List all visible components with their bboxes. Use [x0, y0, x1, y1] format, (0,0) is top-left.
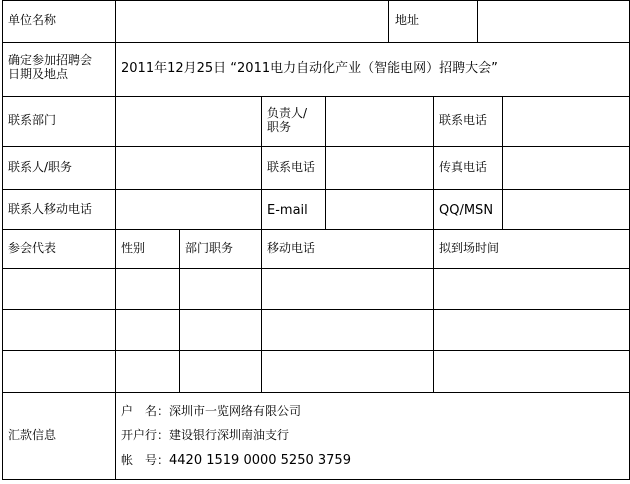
arrival-time-header: 拟到场时间	[439, 241, 500, 255]
bank-value: 建设银行深圳南油支行	[169, 428, 290, 442]
unit-name-label: 单位名称	[8, 13, 57, 27]
column-divider	[325, 96, 326, 230]
row-divider	[2, 146, 630, 147]
qq-msn-label: QQ/MSN	[439, 203, 494, 218]
row-divider	[2, 96, 630, 97]
row-divider	[2, 309, 630, 310]
remittance-label: 汇款信息	[8, 428, 57, 442]
row-divider	[2, 42, 630, 43]
column-divider	[388, 0, 389, 43]
column-divider	[477, 0, 478, 43]
bank-row	[121, 428, 289, 442]
address-label: 地址	[395, 13, 420, 27]
contact-person-label: 联系人/职务	[8, 160, 73, 174]
column-divider	[115, 0, 116, 480]
account-number-row	[121, 453, 351, 468]
account-number-label: 帐 号：	[121, 453, 170, 467]
bank-label: 开户行：	[121, 428, 170, 442]
dept-position-header: 部门职务	[185, 241, 234, 255]
row-divider	[2, 268, 630, 269]
row-divider	[2, 350, 630, 351]
account-name-value: 深圳市一览网络有限公司	[169, 404, 302, 418]
fax-label: 传真电话	[439, 160, 488, 174]
confirm-date-label-line2: 日期及地点	[8, 67, 69, 81]
event-info-text: 2011年12月25日 “2011电力自动化产业（智能电网）招聘大会”	[121, 61, 498, 76]
table-border-top	[2, 0, 630, 1]
table-border-bottom	[2, 479, 630, 480]
account-name-label: 户 名：	[121, 404, 170, 418]
row-divider	[2, 189, 630, 190]
column-divider	[261, 96, 262, 393]
contact-phone-label: 联系电话	[439, 113, 488, 127]
row-divider	[2, 392, 630, 393]
mobile-phone-header: 移动电话	[267, 241, 316, 255]
row-divider	[2, 229, 630, 230]
responsible-label-line1: 负责人/	[267, 106, 308, 120]
column-divider	[502, 96, 503, 230]
column-divider	[433, 96, 434, 393]
mobile-label: 联系人移动电话	[8, 202, 93, 216]
table-border-left	[2, 0, 3, 480]
contact-phone-label: 联系电话	[267, 160, 316, 174]
attendee-rep-label: 参会代表	[8, 241, 57, 255]
account-number-value: 4420 1519 0000 5250 3759	[169, 453, 351, 468]
account-name-row	[121, 404, 301, 418]
confirm-date-label-line1: 确定参加招聘会	[8, 53, 93, 67]
column-divider	[179, 229, 180, 393]
email-label: E-mail	[267, 203, 308, 218]
responsible-label-line2: 职务	[267, 120, 292, 134]
gender-header: 性别	[121, 241, 146, 255]
contact-dept-label: 联系部门	[8, 113, 57, 127]
